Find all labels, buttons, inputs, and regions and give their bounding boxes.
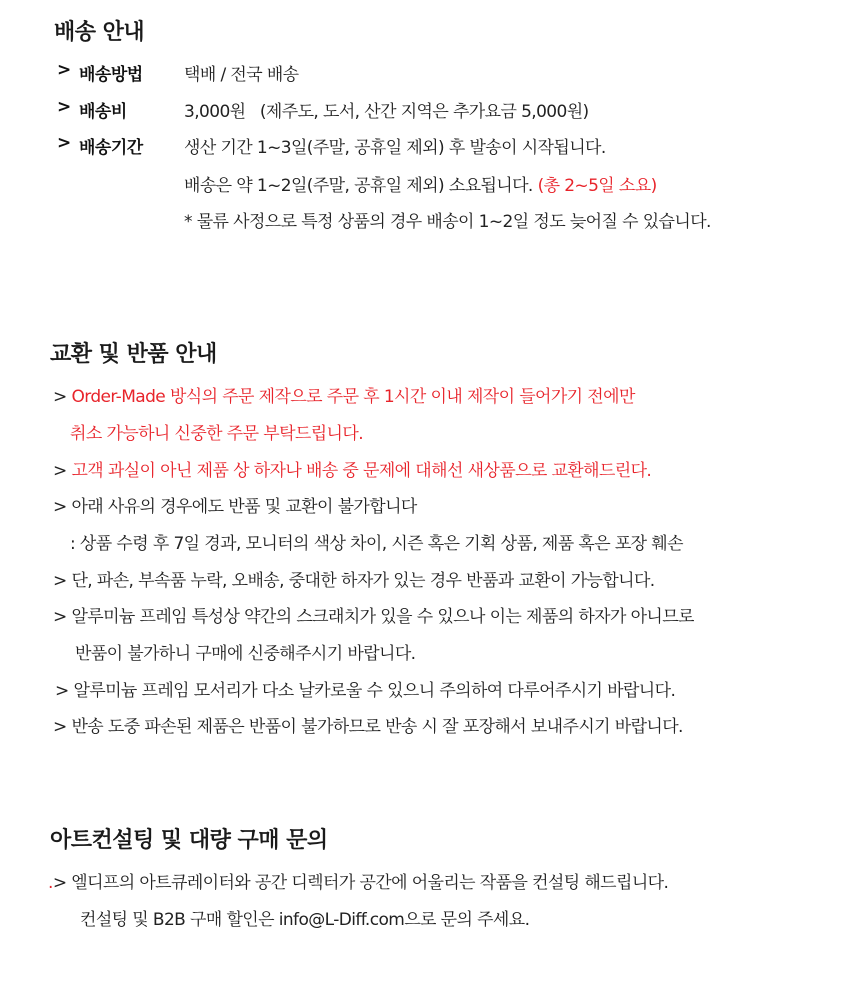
shipping-method-label: 배송방법 [79, 65, 143, 85]
order-cancel-notice: 취소 가능하니 신중한 주문 부탁드립니다. [70, 424, 363, 444]
red-dot: . [48, 873, 53, 893]
shipping-period-label: 배송기간 [79, 138, 143, 158]
exchange-line-1 [53, 382, 635, 407]
no-return-notice: > 아래 사유의 경우에도 반품 및 교환이 불가합니다 [53, 497, 417, 517]
shipping-duration-text: 배송은 약 1~2일(주말, 공휴일 제외) 소요됩니다. [184, 176, 533, 196]
return-damage-notice: > 반송 도중 파손된 제품은 반품이 불가하므로 반송 시 잘 포장해서 보내주시기 바랍니다. [53, 717, 683, 737]
shipping-period-marker: > [57, 133, 71, 153]
shipping-delay-note: * 물류 사정으로 특정 상품의 경우 배송이 1~2일 정도 늦어질 수 있습니다. [184, 212, 711, 232]
sharp-edge-notice: > 알루미늄 프레임 모서리가 다소 날카로울 수 있으니 주의하여 다루어주시기 바랍니다. [55, 681, 676, 701]
shipping-fee-label: 배송비 [79, 102, 127, 122]
shipping-fee-marker: > [57, 97, 71, 117]
consulting-text: > 엘디프의 아트큐레이터와 공간 디렉터가 공간에 어울리는 작품을 컨설팅 해드립니다. [52, 873, 669, 893]
order-made-notice: Order-Made 방식의 주문 제작으로 주문 후 1시간 이내 제작이 들어가기 전에만 [71, 387, 635, 407]
exchange-line-3 [53, 456, 651, 481]
shipping-duration-line [184, 171, 657, 196]
scratch-notice-cont: 반품이 불가하니 구매에 신중해주시기 바랍니다. [75, 644, 416, 664]
consulting-line-1 [48, 868, 668, 893]
consulting-contact: 컨설팅 및 B2B 구매 할인은 info@L-Diff.com으로 문의 주세요. [80, 910, 530, 930]
shipping-total-duration: (총 2~5일 소요) [537, 176, 657, 196]
shipping-period-value: 생산 기간 1~3일(주말, 공휴일 제외) 후 발송이 시작됩니다. [184, 138, 606, 158]
shipping-fee-value: 3,000원 (제주도, 도서, 산간 지역은 추가요금 5,000원) [184, 102, 589, 122]
exchange-marker: > [53, 387, 72, 407]
defect-exchange-notice: 고객 과실이 아닌 제품 상 하자나 배송 중 문제에 대해선 새상품으로 교환해드린다. [71, 461, 652, 481]
scratch-notice: > 알루미늄 프레임 특성상 약간의 스크래치가 있을 수 있으나 이는 제품의 하자가 아니므로 [53, 607, 694, 627]
shipping-method-marker: > [57, 60, 71, 80]
shipping-method-value: 택배 / 전국 배송 [184, 65, 299, 85]
no-return-reasons: : 상품 수령 후 7일 경과, 모니터의 색상 차이, 시즌 혹은 기획 상품, 제품 혹은 포장 훼손 [70, 534, 683, 554]
consulting-title: 아트컨설팅 및 대량 구매 문의 [50, 828, 328, 853]
exchange-title: 교환 및 반품 안내 [50, 342, 217, 367]
exchange-marker: > [53, 461, 72, 481]
shipping-title: 배송 안내 [54, 20, 145, 45]
return-allowed-notice: > 단, 파손, 부속품 누락, 오배송, 중대한 하자가 있는 경우 반품과 교환이 가능합니다. [53, 571, 655, 591]
